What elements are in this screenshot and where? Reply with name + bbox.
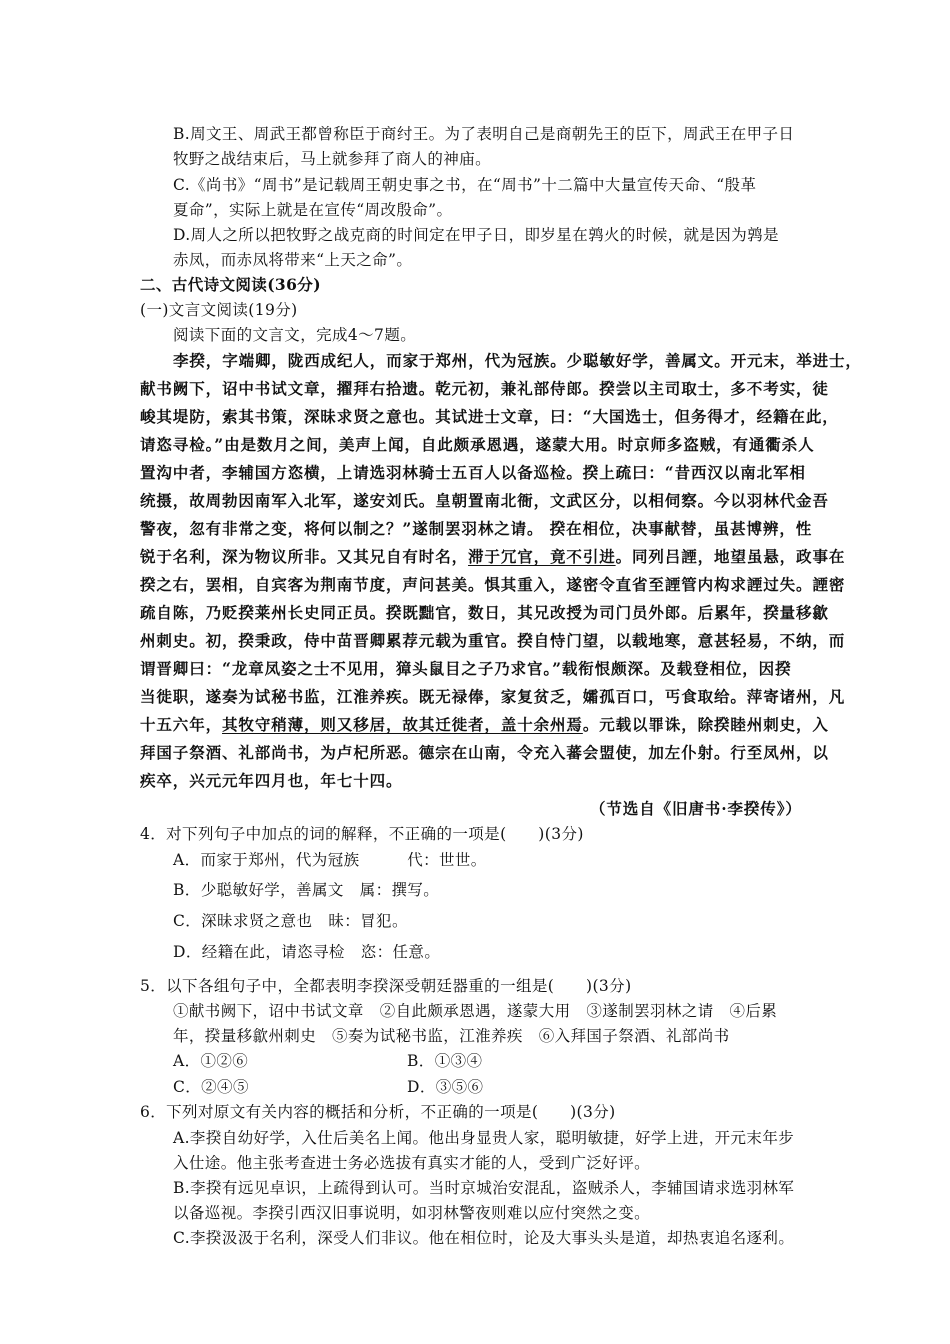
- question-6-option-b-line1: B.李揆有远见卓识，上疏得到认可。当时京城治安混乱，盗贼杀人，李辅国请求选羽林军: [173, 1179, 795, 1197]
- question-5-stem: 5．以下各组句子中，全都表明李揆深受朝廷器重的一组是( )(3分): [140, 977, 632, 995]
- question-4-option-a: A．而家于郑州，代为冠族 代：世世。: [173, 851, 487, 869]
- passage-text: 。同列吕: [615, 547, 682, 566]
- question-5-choice-d: D．③⑤⑥: [407, 1078, 484, 1096]
- passage-text: 锐于名利，深为物议所非。又其兄自有时名，: [140, 547, 469, 566]
- passage-text: 諲: [746, 575, 764, 594]
- sub-section-heading: (一)文言文阅读(19分): [140, 301, 298, 319]
- passage-text: 管内构求: [681, 575, 747, 594]
- prev-option-b-line1: B.周文王、周武王都曾称臣于商纣王。为了表明自己是商朝先王的臣下，周武王在甲子日: [173, 125, 795, 143]
- passage-text: 。元载以罪诛，除揆睦州刺史，入: [582, 715, 829, 734]
- passage-line: 警夜，忽有非常之变，将何以制之？”遂制罢羽林之请。 揆在相位，决事献替，虽甚博辨，性: [140, 519, 813, 538]
- question-4-option-c: C．深昧求贤之意也 昧：冒犯。: [173, 912, 408, 930]
- passage-text: 密: [828, 575, 846, 594]
- passage-text: 諲: [812, 575, 829, 594]
- passage-line: 李揆，字端卿，陇西成纪人，而家于郑州，代为冠族。少聪敏好学，善属文。开元末，举进士，: [173, 351, 862, 370]
- reading-instruction: 阅读下面的文言文，完成4～7题。: [173, 326, 417, 344]
- prev-option-c-line1: C.《尚书》“周书”是记载周王朝史事之书，在“周书”十二篇中大量宣传天命、“殷革: [173, 176, 757, 194]
- passage-line: 州刺史。初，揆秉政，侍中苗晋卿累荐元载为重官。揆自恃门望，以载地寒，意甚轻易，不纳，而: [140, 631, 846, 650]
- question-6-option-a-line1: A.李揆自幼好学，入仕后美名上闻。他出身显贵人家，聪明敏捷，好学上进，开元末年步: [173, 1129, 795, 1147]
- passage-text: 諲: [664, 575, 682, 594]
- question-5-items: 年，揆量移歙州刺史 ⑤奏为试秘书监，江淮养疾 ⑥入拜国子祭酒、礼部尚书: [173, 1027, 730, 1045]
- prev-option-b-line2: 牧野之战结束后，马上就参拜了商人的神庙。: [173, 150, 492, 168]
- prev-option-c-line2: 夏命”，实际上就是在宣传“周改殷命”。: [173, 201, 453, 219]
- passage-line: [140, 715, 829, 735]
- passage-text: 諲: [681, 547, 698, 566]
- question-5-choice-b: B．①③④: [407, 1052, 483, 1070]
- passage-text: 十五六年，: [140, 715, 223, 734]
- question-4-stem: 4．对下列句子中加点的词的解释，不正确的一项是( )(3分): [140, 825, 584, 843]
- passage-line: 峻其堤防，索其书策，深昧求贤之意也。其试进士文章，曰：“大国选士，但务得才，经籍在此，: [140, 407, 839, 426]
- passage-text: 揆之右，罢相，自宾客为荆南节度，声问甚美。惧其重入，遂密令直省至: [140, 575, 665, 594]
- question-6-option-c-line1: C.李揆汲汲于名利，深受人们非议。他在相位时，论及大事头头是道，却热衷追名逐利。: [173, 1229, 795, 1247]
- passage-text: 过失。: [763, 575, 813, 594]
- underlined-sentence: 其牧守稍薄，则又移居，故其迁徙者，盖十余州焉: [222, 715, 583, 734]
- passage-line: [140, 547, 845, 567]
- passage-source: （节选自《旧唐书·李揆传》）: [590, 799, 802, 818]
- question-6-option-a-line2: 入仕途。他主张考查进士务必选拔有真实才能的人，受到广泛好评。: [173, 1154, 651, 1172]
- underlined-sentence: 滞于冗官，竟不引进: [468, 547, 616, 566]
- question-5-choice-a: A．①②⑥: [173, 1052, 249, 1070]
- passage-line: 谓晋卿曰：“龙章凤姿之士不见用，獐头鼠目之子乃求官。”载衔恨颇深。及载登相位，因揆: [140, 659, 792, 678]
- passage-text: ，地望虽悬，政事在: [697, 547, 846, 566]
- passage-line: 疾卒，兴元元年四月也，年七十四。: [140, 771, 403, 790]
- question-4-option-d: D．经籍在此，请恣寻检 恣：任意。: [173, 943, 441, 961]
- question-6-stem: 6．下列对原文有关内容的概括和分析，不正确的一项是( )(3分): [140, 1103, 616, 1121]
- passage-line: [140, 575, 845, 595]
- section-heading: 二、古代诗文阅读(36分): [140, 275, 321, 294]
- passage-line: 拜国子祭酒、礼部尚书，为卢杞所恶。德宗在山南，令充入蕃会盟使，加左仆射。行至凤州，以: [140, 743, 829, 762]
- passage-line: 疏自陈，乃贬揆莱州长史同正员。揆既黜官，数日，其兄改授为司门员外郎。后累年，揆量移歙: [140, 603, 829, 622]
- question-4-option-b: B．少聪敏好学，善属文 属：撰写。: [173, 881, 440, 899]
- prev-option-d-line2: 赤凤，而赤凤将带来“上天之命”。: [173, 251, 413, 269]
- passage-line: 置沟中者，李辅国方恣横，上请选羽林骑士五百人以备巡检。揆上疏曰：“昔西汉以南北军相: [140, 463, 806, 482]
- passage-line: 请恣寻检。”由是数月之间，美声上闻，自此颇承恩遇，遂蒙大用。时京师多盗贼，有通衢杀人: [140, 435, 815, 454]
- question-5-items: ①献书阙下，诏中书试文章 ②自此颇承恩遇，遂蒙大用 ③遂制罢羽林之请 ④后累: [173, 1002, 778, 1020]
- passage-line: 统摄，故周勃因南军入北军，遂安刘氏。皇朝置南北衙，文武区分，以相伺察。今以羽林代金吾: [140, 491, 829, 510]
- question-6-option-b-line2: 以备巡视。李揆引西汉旧事说明，如羽林警夜则难以应付突然之变。: [173, 1204, 651, 1222]
- passage-line: 当徙职，遂奏为试秘书监，江淮养疾。既无禄俸，家复贫乏，孀孤百口，丐食取给。萍寄诸州，凡: [140, 687, 846, 706]
- question-5-choice-c: C．②④⑤: [173, 1078, 249, 1096]
- passage-line: 献书阙下，诏中书试文章，擢拜右拾遗。乾元初，兼礼部侍郎。揆尝以主司取士，多不考实，徒: [140, 379, 829, 398]
- prev-option-d-line1: D.周人之所以把牧野之战克商的时间定在甲子日，即岁星在鹑火的时候，就是因为鹑是: [173, 226, 779, 244]
